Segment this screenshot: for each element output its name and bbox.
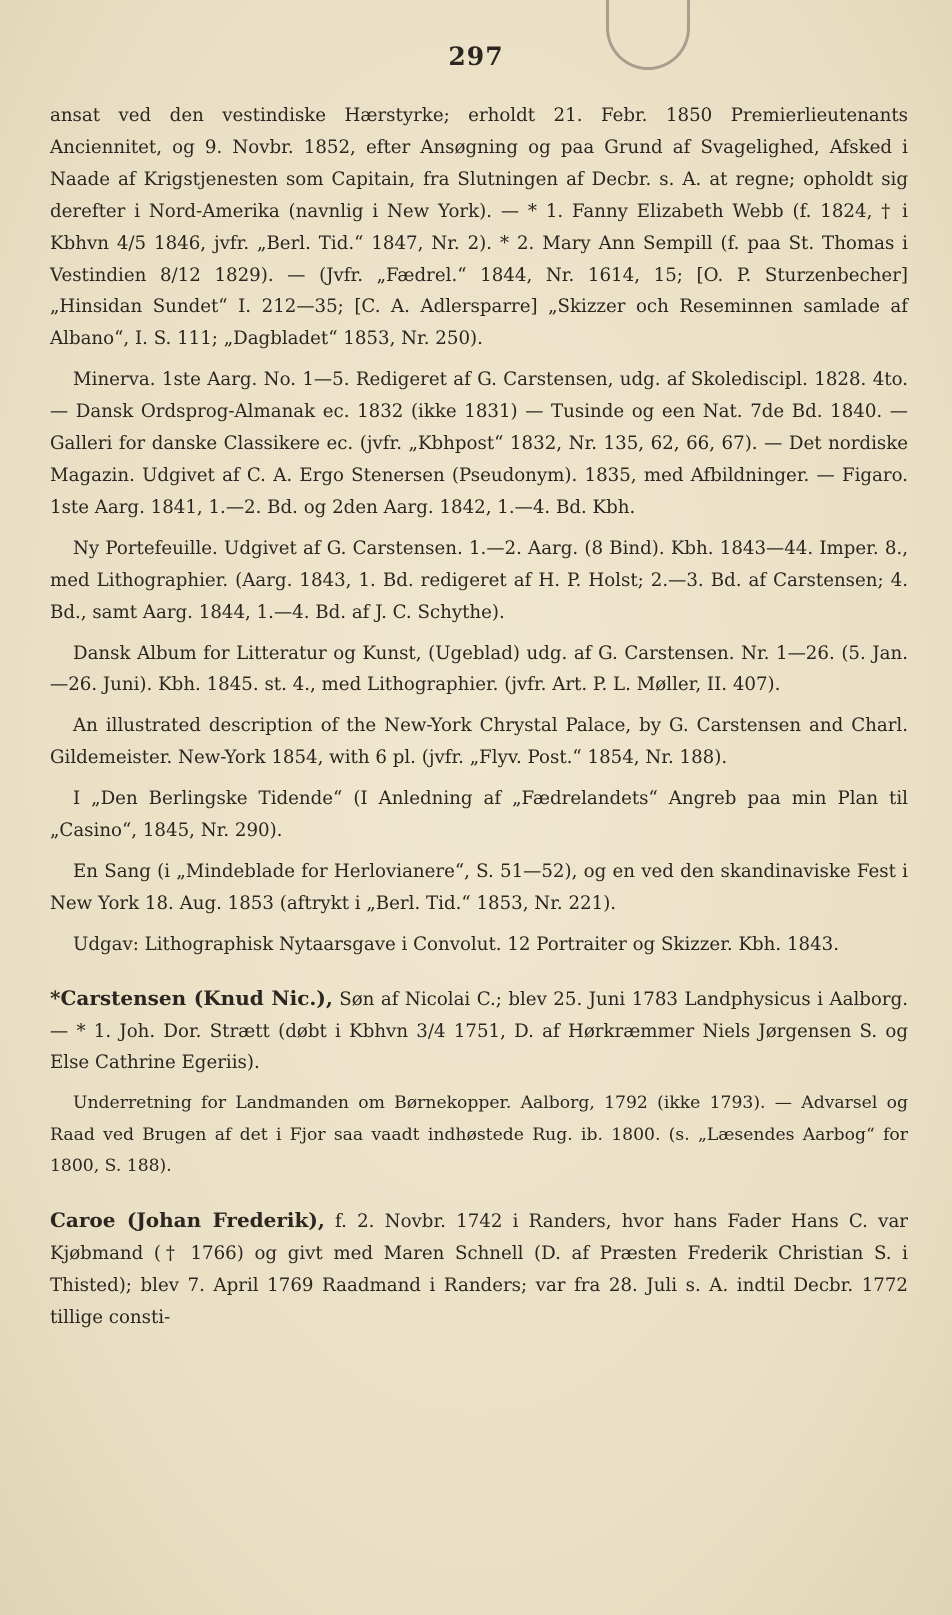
paragraph-ny-portefeuille: Ny Portefeuille. Udgivet af G. Carstensen. 1.—2. Aarg. (8 Bind). Kbh. 1843—44. Imper. 8., med Lithographier. (Aarg. 1843, 1. Bd. redigeret af H. P. Holst; 2.—3. Bd. af Carstensen; 4. Bd., samt Aarg. 1844, 1.—4. Bd. af J. C. Schythe). — [50, 537, 908, 623]
paragraph-berlingske: I „Den Berlingske Tidende“ (I Anledning af „Fædrelandets“ Angreb paa min Plan til „Casino“, 1845, Nr. 290). — [50, 788, 908, 842]
entry-caroe-body: f. 2. Novbr. 1742 i Randers, hvor hans Fader Hans C. var Kjøbmand († 1766) og givt med Maren Schnell (D. af Præsten Frederik Christian S. i Thisted); blev 7. April 1769 Raadmand i Randers; var fra 28. Juli s. A. indtil Decbr. 1772 tillige consti- — [50, 1210, 908, 1328]
entry-carstensen-heading: *Carstensen (Knud Nic.), — [50, 985, 333, 1010]
page-number: 297 — [448, 42, 504, 71]
paragraph-minerva: Minerva. 1ste Aarg. No. 1—5. Redigeret af G. Carstensen, udg. af Skolediscipl. 1828. 4to. — Dansk Ordsprog-Almanak ec. 1832 (ikke 1831) — Tusinde og een Nat. 7de Bd. 1840. — Galleri for danske Classikere ec. (jvfr. „Kbhpost“ 1832, Nr. 135, 62, 66, 67). — Det nordiske Magazin. Udgivet af C. A. Ergo Stenersen (Pseudonym). 1835, med Afbildninger. — Figaro. 1ste Aarg. 1841, 1.—2. Bd. og 2den Aarg. 1842, 1.—4. Bd. Kbh. — [50, 369, 908, 518]
paragraph-illustrated-description: An illustrated description of the New-York Chrystal Palace, by G. Carstensen and Charl. Gildemeister. New-York 1854, with 6 pl. (jvfr. „Flyv. Post.“ 1854, Nr. 188). — [50, 715, 908, 769]
entry-carstensen-body: Søn af Nicolai C.; blev 25. Juni 1783 Landphysicus i Aalborg. — * 1. Joh. Dor. Strætt (døbt i Kbhvn 3/4 1751, D. af Hørkræmmer Niels Jørgensen S. og Else Cathrine Egeriis). — [50, 988, 908, 1074]
entry-caroe — [50, 1205, 908, 1334]
paragraph-udgav: Udgav: Lithographisk Nytaarsgave i Convolut. 12 Portraiter og Skizzer. Kbh. 1843. — [73, 933, 840, 955]
page-body — [50, 100, 908, 1334]
entry-carstensen-works: Underretning for Landmanden om Børnekopper. Aalborg, 1792 (ikke 1793). — Advarsel og Raad ved Brugen af det i Fjor saa vaadt indhøstede Rug. ib. 1800. (s. „Læsendes Aarbog“ for 1800, S. 188). — [50, 1093, 908, 1177]
paragraph-biography-continuation: ansat ved den vestindiske Hærstyrke; erholdt 21. Febr. 1850 Premierlieutenants Anciennitet, og 9. Novbr. 1852, efter Ansøgning og paa Grund af Svagelighed, Afsked i Naade af Krigstjenesten som Capitain, fra Slutningen af Decbr. s. A. at regne; opholdt sig derefter i Nord-Amerika (navnlig i New York). — * 1. Fanny Elizabeth Webb (f. 1824, † i Kbhvn 4/5 1846, jvfr. „Berl. Tid.“ 1847, Nr. 2). * 2. Mary Ann Sempill (f. paa St. Thomas i Vestindien 8/12 1829). — (Jvfr. „Fædrel.“ 1844, Nr. 1614, 15; [O. P. Sturzenbecher] „Hinsidan Sundet“ I. 212—35; [C. A. Adlersparre] „Skizzer och Reseminnen samlade af Albano“, I. S. 111; „Dagbladet“ 1853, Nr. 250). — [50, 105, 908, 350]
entry-carstensen — [50, 983, 908, 1080]
paragraph-dansk-album: Dansk Album for Litteratur og Kunst, (Ugeblad) udg. af G. Carstensen. Nr. 1—26. (5. Jan.—26. Juni). Kbh. 1845. st. 4., med Lithographier. (jvfr. Art. P. L. Møller, II. 407). — [50, 642, 908, 696]
entry-caroe-heading: Caroe (Johan Frederik), — [50, 1207, 325, 1232]
paragraph-sang: En Sang (i „Mindeblade for Herlovianere“, S. 51—52), og en ved den skandinaviske Fest i New York 18. Aug. 1853 (aftrykt i „Berl. Tid.“ 1853, Nr. 221). — [50, 860, 908, 914]
